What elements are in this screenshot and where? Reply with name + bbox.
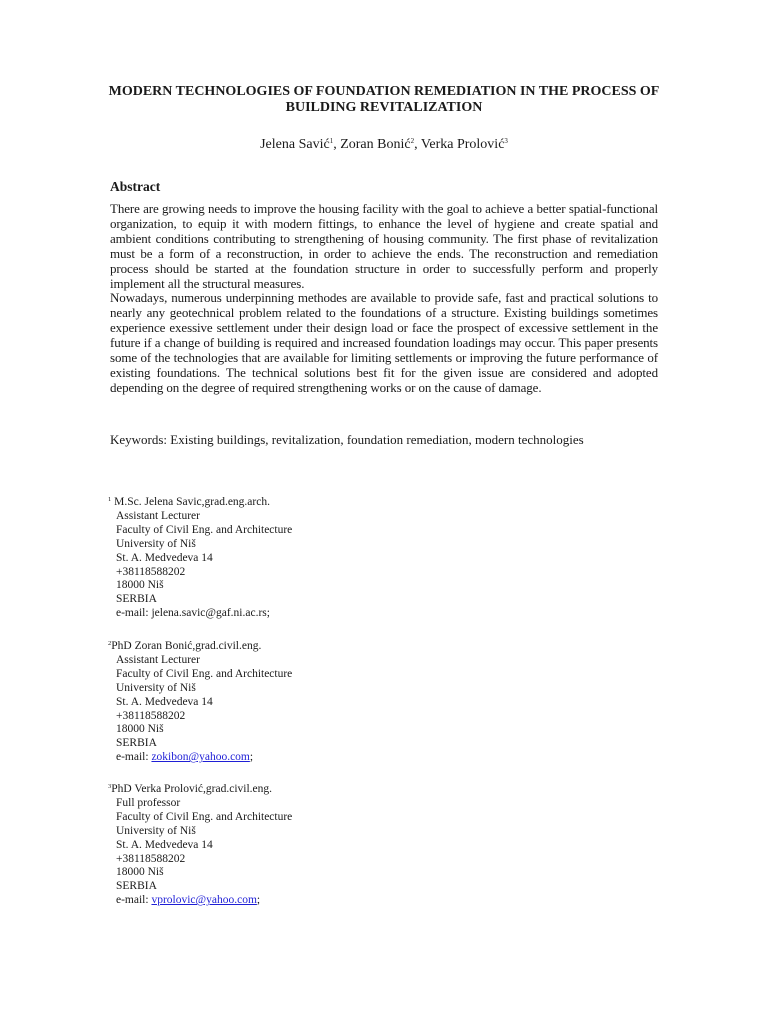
affiliation-line: +38118588202 — [116, 709, 186, 722]
affiliation-line: +38118588202 — [116, 852, 186, 865]
affiliation-line: 18000 Niš — [116, 866, 164, 879]
author-name: Zoran Bonić — [340, 137, 411, 152]
abstract-heading: Abstract — [110, 179, 161, 194]
email-link[interactable]: zokibon@yahoo.com — [151, 751, 250, 764]
affiliation-line: $^2$PhD Zoran Bonić,grad.civil.eng. — [108, 640, 262, 652]
author-name: Verka Prolović — [420, 137, 505, 152]
abstract-paragraph: There are growing needs to improve the housing facility with the goal to achieve a better spatial-functional organization, to equip it with modern fittings, to enhance the level of hygiene and create spatial and ambient conditions contributing to strengthening of housing community. The first phase of revitalization must be a form of a reconstruction, in order to achieve the ends. The reconstruction and remediation process should be started at the foundation structure in order to successfully perform and properly implement all the structural measures. — [110, 201, 658, 291]
affiliation-line: Faculty of Civil Eng. and Architecture — [116, 523, 293, 536]
affiliation-email-line: e-mail: zokibon@yahoo.com; — [116, 751, 254, 764]
affiliation-line: Full professor — [116, 796, 181, 809]
affiliation-mark: 2 — [108, 640, 112, 647]
affiliation-email-line: e-mail: vprolovic@yahoo.com; — [116, 894, 261, 907]
author-footnote-mark: 3 — [504, 137, 508, 145]
paper-title: MODERN TECHNOLOGIES OF FOUNDATION REMEDIATION IN THE PROCESS OF BUILDING REVITALIZATION — [108, 84, 660, 115]
affiliation-block — [108, 780, 292, 908]
affiliation-line: St. A. Medvedeva 14 — [116, 551, 213, 564]
affiliation-mark: 3 — [108, 783, 112, 790]
author-footnote-mark: 2 — [410, 137, 415, 145]
affiliation-line: SERBIA — [116, 593, 157, 606]
affiliation-line: Faculty of Civil Eng. and Architecture — [116, 667, 293, 680]
affiliation-line: St. A. Medvedeva 14 — [116, 695, 213, 708]
affiliation-line: Faculty of Civil Eng. and Architecture — [116, 810, 293, 823]
email-text: jelena.savic@gaf.ni.ac.rs — [151, 607, 267, 620]
affiliation-line: Assistant Lecturer — [116, 653, 200, 666]
affiliation-line: $^3$PhD Verka Prolović,grad.civil.eng. — [108, 783, 273, 795]
affiliation-line: 18000 Niš — [116, 579, 164, 592]
affiliation-line: $^1$ M.Sc. Jelena Savic,grad.eng.arch. — [108, 496, 270, 508]
affiliation-line: +38118588202 — [116, 565, 186, 578]
affiliation-line: SERBIA — [116, 737, 157, 750]
email-link[interactable]: vprolovic@yahoo.com — [151, 894, 257, 907]
author-name: Jelena Savić — [260, 137, 330, 152]
abstract-paragraph: Nowadays, numerous underpinning methodes are available to provide safe, fast and practical solutions to nearly any geotechnical problem related to the foundations of a structure. Existing buildings sometimes experience exessive settlement under their design load or face the prospect of excessive settlement in the future if a change of building is required and increased foundation loadings may occur. This paper presents some of the technologies that are available for limiting settlements or improving the future performance of existing foundations. The technical solutions best fit for the given issue are considered and adopted depending on the degree of required strengthening works or on the cause of damage. — [110, 290, 658, 395]
affiliation-email-line: e-mail: jelena.savic@gaf.ni.ac.rs; — [116, 607, 270, 620]
affiliation-line: Assistant Lecturer — [116, 509, 200, 522]
keywords: Keywords: Existing buildings, revitalization, foundation remediation, modern technologies — [110, 432, 584, 447]
abstract-body — [110, 202, 658, 396]
affiliation-line: 18000 Niš — [116, 723, 164, 736]
affiliation-line: University of Niš — [116, 681, 196, 694]
affiliation-line: University of Niš — [116, 537, 196, 550]
affiliation-line: St. A. Medvedeva 14 — [116, 838, 213, 851]
affiliation-line: SERBIA — [116, 880, 157, 893]
affiliation-block — [108, 493, 292, 621]
author-list: Jelena Savić$^1$, Zoran Bonić$^2$, Verka Prolović$^3$ — [260, 137, 508, 152]
affiliation-block — [108, 637, 292, 765]
affiliation-line: University of Niš — [116, 824, 196, 837]
affiliation-mark: 1 — [108, 496, 112, 503]
author-footnote-mark: 1 — [329, 137, 334, 145]
